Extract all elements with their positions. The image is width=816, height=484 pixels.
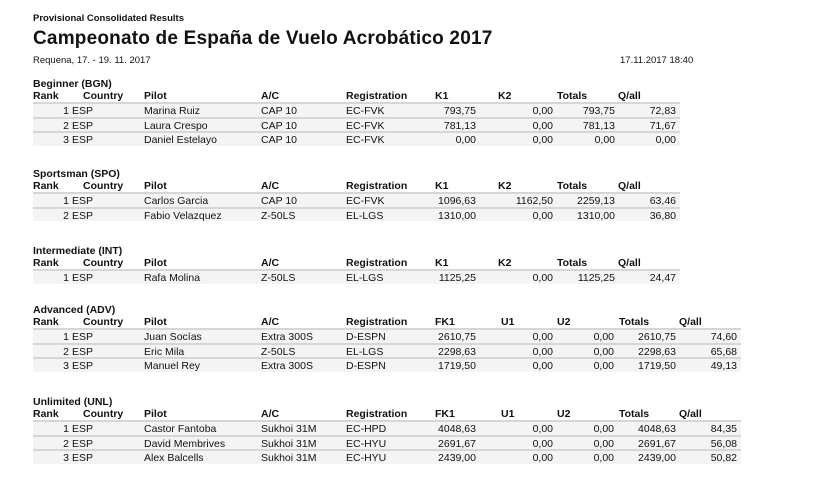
column-header: Pilot (144, 408, 167, 420)
cell-s2: 0,00 (532, 134, 553, 146)
cell-ac: Z-50LS (261, 345, 296, 358)
cell-country: ESP (72, 209, 94, 222)
cell-s1: 4048,63 (438, 423, 476, 435)
cell-qall: 72,83 (649, 105, 676, 117)
cell-s2: 0,00 (532, 360, 553, 372)
column-header: Country (83, 90, 124, 102)
column-header: FK1 (435, 316, 455, 328)
cell-rank: 1 (63, 331, 69, 343)
column-header: A/C (261, 180, 280, 192)
cell-ac: Extra 300S (261, 360, 313, 372)
cell-s3: 0,00 (593, 423, 614, 435)
column-header: K1 (435, 90, 449, 102)
cell-rank: 1 (63, 195, 69, 207)
cell-s2: 0,00 (532, 331, 553, 343)
results-section (33, 304, 793, 372)
cell-s3: 0,00 (593, 331, 614, 343)
cell-s3: 0,00 (593, 437, 614, 450)
column-header-row (33, 180, 793, 192)
cell-ac: CAP 10 (261, 195, 297, 207)
cell-reg: EL-LGS (346, 209, 384, 222)
column-header: Registration (346, 90, 408, 102)
cell-pilot: Carlos Garcia (144, 195, 209, 207)
cell-pilot: Marina Ruiz (144, 105, 201, 117)
column-header: K1 (435, 257, 449, 269)
results-section (33, 78, 793, 146)
cell-qall: 56,08 (710, 437, 737, 450)
cell-qall: 63,46 (649, 195, 676, 207)
cell-s1: 2610,75 (438, 331, 476, 343)
print-timestamp: 17.11.2017 18:40 (620, 55, 694, 66)
cell-pilot: Eric Mila (144, 345, 185, 358)
cell-ac: CAP 10 (261, 119, 297, 132)
cell-qall: 84,35 (710, 423, 737, 435)
table-row (33, 420, 741, 435)
column-header-row (33, 316, 793, 328)
cell-s1: 1125,25 (438, 272, 476, 284)
cell-reg: EC-FVK (346, 195, 385, 207)
report-subtitle: Provisional Consolidated Results (33, 13, 184, 24)
cell-rank: 3 (63, 134, 69, 146)
column-header: K2 (498, 257, 512, 269)
cell-total: 793,75 (582, 105, 615, 117)
results-section (33, 396, 793, 464)
category-title: Advanced (ADV) (33, 304, 116, 316)
cell-s1: 793,75 (443, 105, 476, 117)
results-section (33, 245, 793, 284)
column-header: A/C (261, 257, 280, 269)
column-header-row (33, 90, 793, 102)
column-header: U1 (501, 408, 515, 420)
cell-ac: Sukhoi 31M (261, 452, 317, 464)
report-title: Campeonato de España de Vuelo Acrobático 2017 (33, 28, 493, 49)
cell-qall: 50,82 (710, 452, 737, 464)
cell-country: ESP (72, 345, 94, 358)
column-header: Rank (33, 180, 59, 192)
cell-ac: CAP 10 (261, 134, 297, 146)
cell-total: 1719,50 (638, 360, 676, 372)
cell-ac: Sukhoi 31M (261, 423, 317, 435)
cell-country: ESP (72, 272, 94, 284)
cell-s2: 0,00 (532, 272, 553, 284)
cell-reg: EL-LGS (346, 272, 384, 284)
cell-country: ESP (72, 360, 94, 372)
column-header: Rank (33, 90, 59, 102)
cell-reg: EC-FVK (346, 134, 385, 146)
table-row (33, 131, 680, 146)
column-header: U2 (557, 408, 571, 420)
cell-s2: 0,00 (532, 437, 553, 450)
cell-total: 0,00 (594, 134, 615, 146)
column-header: Totals (619, 316, 650, 328)
cell-country: ESP (72, 105, 94, 117)
cell-qall: 71,67 (649, 119, 676, 132)
cell-country: ESP (72, 119, 94, 132)
column-header: Registration (346, 408, 408, 420)
column-header: Q/all (618, 257, 641, 269)
cell-total: 2298,63 (638, 345, 676, 358)
cell-rank: 2 (63, 437, 69, 450)
cell-pilot: Juan Socías (144, 331, 202, 343)
cell-country: ESP (72, 195, 94, 207)
cell-pilot: Manuel Rey (144, 360, 201, 372)
cell-rank: 2 (63, 209, 69, 222)
cell-s1: 1310,00 (438, 209, 476, 222)
cell-ac: CAP 10 (261, 105, 297, 117)
cell-total: 4048,63 (638, 423, 676, 435)
cell-qall: 24,47 (649, 272, 676, 284)
column-header: Country (83, 180, 124, 192)
cell-country: ESP (72, 331, 94, 343)
column-header: Rank (33, 408, 59, 420)
cell-total: 781,13 (582, 119, 615, 132)
cell-country: ESP (72, 134, 94, 146)
cell-pilot: Fabio Velazquez (144, 209, 222, 222)
cell-pilot: Laura Crespo (144, 119, 208, 132)
cell-qall: 74,60 (710, 331, 737, 343)
cell-pilot: Castor Fantoba (144, 423, 217, 435)
cell-s2: 0,00 (532, 105, 553, 117)
cell-total: 1310,00 (577, 209, 615, 222)
column-header: Pilot (144, 316, 167, 328)
cell-s1: 1719,50 (438, 360, 476, 372)
column-header: K2 (498, 180, 512, 192)
cell-rank: 2 (63, 345, 69, 358)
cell-s1: 0,00 (455, 134, 476, 146)
column-header: Registration (346, 257, 408, 269)
cell-s1: 781,13 (443, 119, 476, 132)
column-header: A/C (261, 408, 280, 420)
category-title: Intermediate (INT) (33, 245, 123, 257)
cell-total: 2691,67 (638, 437, 676, 450)
cell-ac: Z-50LS (261, 272, 296, 284)
cell-reg: EC-FVK (346, 105, 385, 117)
cell-pilot: Rafa Molina (144, 272, 201, 284)
category-title: Beginner (BGN) (33, 78, 112, 90)
column-header: A/C (261, 316, 280, 328)
cell-s2: 0,00 (532, 345, 553, 358)
table-row (33, 269, 680, 284)
cell-total: 2610,75 (638, 331, 676, 343)
column-header: Pilot (144, 90, 167, 102)
column-header: Pilot (144, 257, 167, 269)
column-header: Totals (557, 90, 588, 102)
cell-rank: 3 (63, 452, 69, 464)
column-header: Registration (346, 316, 408, 328)
cell-pilot: Alex Balcells (144, 452, 204, 464)
table-row (33, 192, 680, 207)
column-header: Country (83, 408, 124, 420)
cell-reg: D-ESPN (346, 360, 386, 372)
cell-rank: 1 (63, 272, 69, 284)
cell-reg: D-ESPN (346, 331, 386, 343)
table-row (33, 207, 680, 222)
column-header: K2 (498, 90, 512, 102)
cell-s1: 2691,67 (438, 437, 476, 450)
column-header: Country (83, 257, 124, 269)
column-header: Q/all (618, 180, 641, 192)
cell-s2: 0,00 (532, 209, 553, 222)
column-header: A/C (261, 90, 280, 102)
column-header: Rank (33, 257, 59, 269)
table-row (33, 449, 741, 464)
column-header: Registration (346, 180, 408, 192)
results-section (33, 168, 793, 221)
cell-rank: 1 (63, 423, 69, 435)
cell-total: 2259,13 (577, 195, 615, 207)
cell-s2: 0,00 (532, 119, 553, 132)
cell-ac: Z-50LS (261, 209, 296, 222)
cell-s1: 1096,63 (438, 195, 476, 207)
cell-pilot: Daniel Estelayo (144, 134, 217, 146)
cell-qall: 49,13 (710, 360, 737, 372)
cell-reg: EC-HYU (346, 437, 387, 450)
cell-qall: 0,00 (655, 134, 676, 146)
column-header: Q/all (679, 316, 702, 328)
cell-s2: 0,00 (532, 423, 553, 435)
column-header: Q/all (679, 408, 702, 420)
cell-country: ESP (72, 452, 94, 464)
category-title: Unlimited (UNL) (33, 396, 113, 408)
cell-s3: 0,00 (593, 360, 614, 372)
cell-country: ESP (72, 423, 94, 435)
cell-pilot: David Membrives (144, 437, 226, 450)
column-header: Totals (557, 180, 588, 192)
cell-total: 2439,00 (638, 452, 676, 464)
column-header-row (33, 408, 793, 420)
cell-total: 1125,25 (577, 272, 615, 284)
column-header: Totals (557, 257, 588, 269)
category-title: Sportsman (SPO) (33, 168, 120, 180)
column-header: Q/all (618, 90, 641, 102)
table-row (33, 102, 680, 117)
cell-reg: EC-HYU (346, 452, 387, 464)
cell-ac: Sukhoi 31M (261, 437, 317, 450)
cell-ac: Extra 300S (261, 331, 313, 343)
column-header: Pilot (144, 180, 167, 192)
cell-reg: EC-FVK (346, 119, 385, 132)
cell-s1: 2439,00 (438, 452, 476, 464)
cell-reg: EC-HPD (346, 423, 387, 435)
column-header: Country (83, 316, 124, 328)
cell-s2: 1162,50 (515, 195, 553, 207)
cell-qall: 36,80 (649, 209, 676, 222)
table-row (33, 435, 741, 450)
table-row (33, 343, 741, 358)
cell-reg: EL-LGS (346, 345, 384, 358)
column-header: FK1 (435, 408, 455, 420)
cell-s3: 0,00 (593, 452, 614, 464)
cell-s1: 2298,63 (438, 345, 476, 358)
cell-s2: 0,00 (532, 452, 553, 464)
cell-s3: 0,00 (593, 345, 614, 358)
cell-rank: 3 (63, 360, 69, 372)
column-header: U2 (557, 316, 571, 328)
table-row (33, 117, 680, 132)
column-header-row (33, 257, 793, 269)
column-header: Totals (619, 408, 650, 420)
column-header: Rank (33, 316, 59, 328)
venue-dates: Requena, 17. - 19. 11. 2017 (33, 55, 151, 66)
cell-rank: 1 (63, 105, 69, 117)
table-row (33, 357, 741, 372)
cell-rank: 2 (63, 119, 69, 132)
column-header: K1 (435, 180, 449, 192)
column-header: U1 (501, 316, 515, 328)
cell-country: ESP (72, 437, 94, 450)
table-row (33, 328, 741, 343)
cell-qall: 65,68 (710, 345, 737, 358)
